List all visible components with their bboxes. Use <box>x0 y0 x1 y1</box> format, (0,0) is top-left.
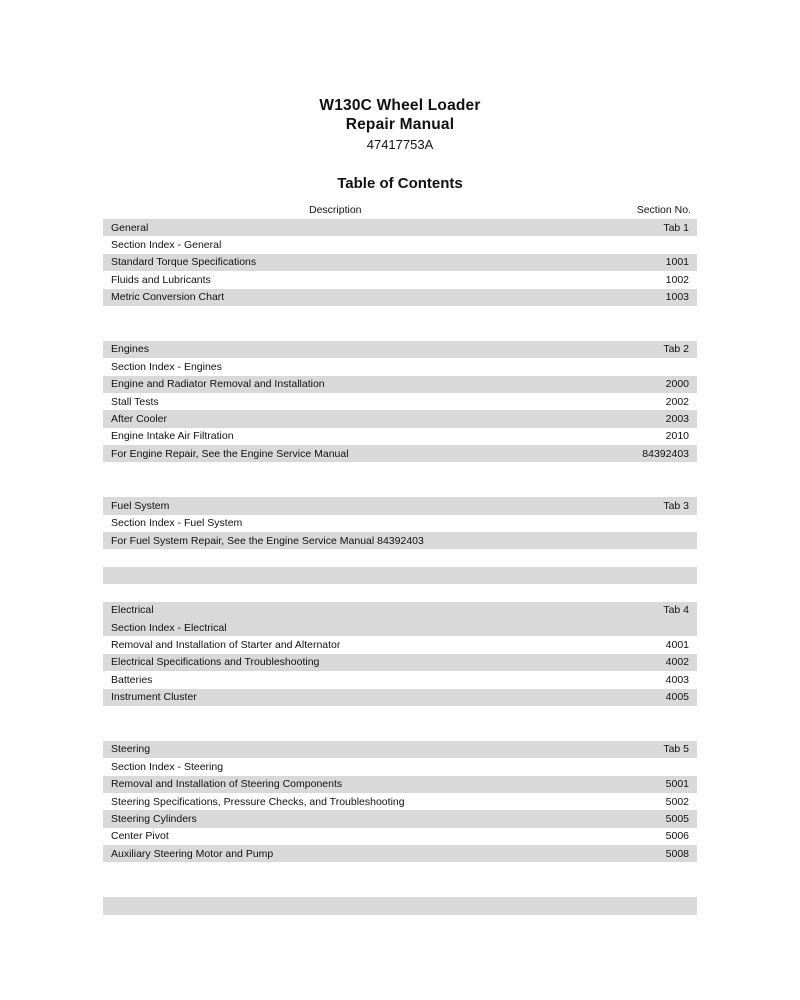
toc-row-label: Engine and Radiator Removal and Installation <box>111 378 325 391</box>
toc-spacer-row <box>103 862 697 879</box>
toc-row[interactable] <box>103 636 697 653</box>
toc-row-section-no: 2003 <box>665 412 689 425</box>
toc-row-section-no: 1002 <box>665 273 689 286</box>
toc-spacer-row <box>103 880 697 897</box>
toc-row-label: Engines <box>111 343 149 356</box>
toc-row-section-no: 4005 <box>665 691 689 704</box>
toc-row-section-no: 5008 <box>665 847 689 860</box>
toc-spacer-row <box>103 584 697 601</box>
toc-row-label: Engine Intake Air Filtration <box>111 430 234 443</box>
toc-row-label: Removal and Installation of Starter and Alternator <box>111 639 341 652</box>
toc-row-section-no: 84392403 <box>642 447 689 460</box>
toc-row[interactable] <box>103 793 697 810</box>
toc-row-label: Section Index - Fuel System <box>111 517 243 530</box>
toc-row[interactable] <box>103 845 697 862</box>
toc-row[interactable] <box>103 810 697 827</box>
toc-spacer-row <box>103 306 697 323</box>
toc-spacer-row <box>103 706 697 723</box>
toc-row-section-no: 2000 <box>665 378 689 391</box>
toc-spacer-row <box>103 323 697 340</box>
toc-row[interactable] <box>103 428 697 445</box>
column-header-description: Description <box>309 204 362 216</box>
toc-spacer-row <box>103 723 697 740</box>
toc-row[interactable] <box>103 219 697 236</box>
toc-row-label: After Cooler <box>111 412 168 425</box>
toc-row-label: Stall Tests <box>111 395 159 408</box>
toc-row-section-no: Tab 5 <box>663 743 689 756</box>
toc-row[interactable] <box>103 341 697 358</box>
toc-row[interactable] <box>103 741 697 758</box>
toc-row-label: Electrical <box>111 604 154 617</box>
toc-row-label: Steering Cylinders <box>111 812 197 825</box>
document-title-line1: W130C Wheel Loader <box>319 97 481 114</box>
toc-row-section-no: 4003 <box>665 673 689 686</box>
toc-row-label: General <box>111 221 149 234</box>
toc-row-section-no: 5005 <box>665 812 689 825</box>
toc-row-label: Auxiliary Steering Motor and Pump <box>111 847 274 860</box>
toc-row-label: Section Index - General <box>111 239 222 252</box>
toc-row[interactable] <box>103 289 697 306</box>
toc-row[interactable] <box>103 776 697 793</box>
toc-row[interactable] <box>103 619 697 636</box>
toc-row-label: Standard Torque Specifications <box>111 256 257 269</box>
toc-row-section-no: Tab 4 <box>663 604 689 617</box>
toc-row-label: Section Index - Steering <box>111 760 224 773</box>
toc-row-section-no: 2002 <box>665 395 689 408</box>
toc-row-label: Fuel System <box>111 499 170 512</box>
toc-spacer-row <box>103 567 697 584</box>
toc-spacer-row <box>103 549 697 566</box>
toc-row-label: Metric Conversion Chart <box>111 291 225 304</box>
toc-row-section-no: 5001 <box>665 778 689 791</box>
toc-row-section-no: Tab 3 <box>663 499 689 512</box>
toc-row[interactable] <box>103 497 697 514</box>
title-block <box>0 0 800 154</box>
toc-row-label: Section Index - Engines <box>111 360 222 373</box>
toc-row[interactable] <box>103 671 697 688</box>
toc-row[interactable] <box>103 515 697 532</box>
document-title-line2: Repair Manual <box>345 116 455 133</box>
toc-row-label: Center Pivot <box>111 830 169 843</box>
toc-row-label: For Engine Repair, See the Engine Service Manual <box>111 447 349 460</box>
toc-row-section-no: 1001 <box>665 256 689 269</box>
toc-row-section-no: 5006 <box>665 830 689 843</box>
toc-row[interactable] <box>103 410 697 427</box>
toc-row-label: Section Index - Electrical <box>111 621 227 634</box>
toc-row-label: Electrical Specifications and Troubleshooting <box>111 656 320 669</box>
toc-row[interactable] <box>103 758 697 775</box>
toc-spacer-row <box>103 897 697 914</box>
toc-row[interactable] <box>103 254 697 271</box>
toc-row-section-no: 4001 <box>665 639 689 652</box>
toc-row[interactable] <box>103 689 697 706</box>
toc-row-section-no: Tab 2 <box>663 343 689 356</box>
toc-row[interactable] <box>103 654 697 671</box>
document-part-number: 47417753A <box>366 137 434 152</box>
toc-row-section-no: 5002 <box>665 795 689 808</box>
toc-row[interactable] <box>103 532 697 549</box>
toc-row-section-no: 4002 <box>665 656 689 669</box>
toc-row[interactable] <box>103 376 697 393</box>
toc-row[interactable] <box>103 828 697 845</box>
toc-heading: Table of Contents <box>337 175 463 192</box>
toc-row-label: Steering <box>111 743 151 756</box>
toc-row[interactable] <box>103 445 697 462</box>
toc-row-label: Instrument Cluster <box>111 691 197 704</box>
toc-row-section-no: Tab 1 <box>663 221 689 234</box>
toc-spacer-row <box>103 462 697 479</box>
toc-row[interactable] <box>103 602 697 619</box>
toc-row-section-no: 2010 <box>665 430 689 443</box>
toc-row-label: Removal and Installation of Steering Components <box>111 778 343 791</box>
table-of-contents <box>103 204 697 915</box>
toc-row-label: Batteries <box>111 673 153 686</box>
toc-row-label: Steering Specifications, Pressure Checks, and Troubleshooting <box>111 795 405 808</box>
toc-spacer-row <box>103 480 697 497</box>
toc-row[interactable] <box>103 393 697 410</box>
toc-row[interactable] <box>103 236 697 253</box>
toc-row-list <box>103 219 697 915</box>
toc-row-label: For Fuel System Repair, See the Engine Service Manual 84392403 <box>111 534 424 547</box>
toc-row[interactable] <box>103 271 697 288</box>
toc-row-label: Fluids and Lubricants <box>111 273 211 286</box>
column-header-section-no: Section No. <box>636 204 691 216</box>
toc-row-section-no: 1003 <box>665 291 689 304</box>
toc-row[interactable] <box>103 358 697 375</box>
toc-column-headers <box>103 204 697 219</box>
